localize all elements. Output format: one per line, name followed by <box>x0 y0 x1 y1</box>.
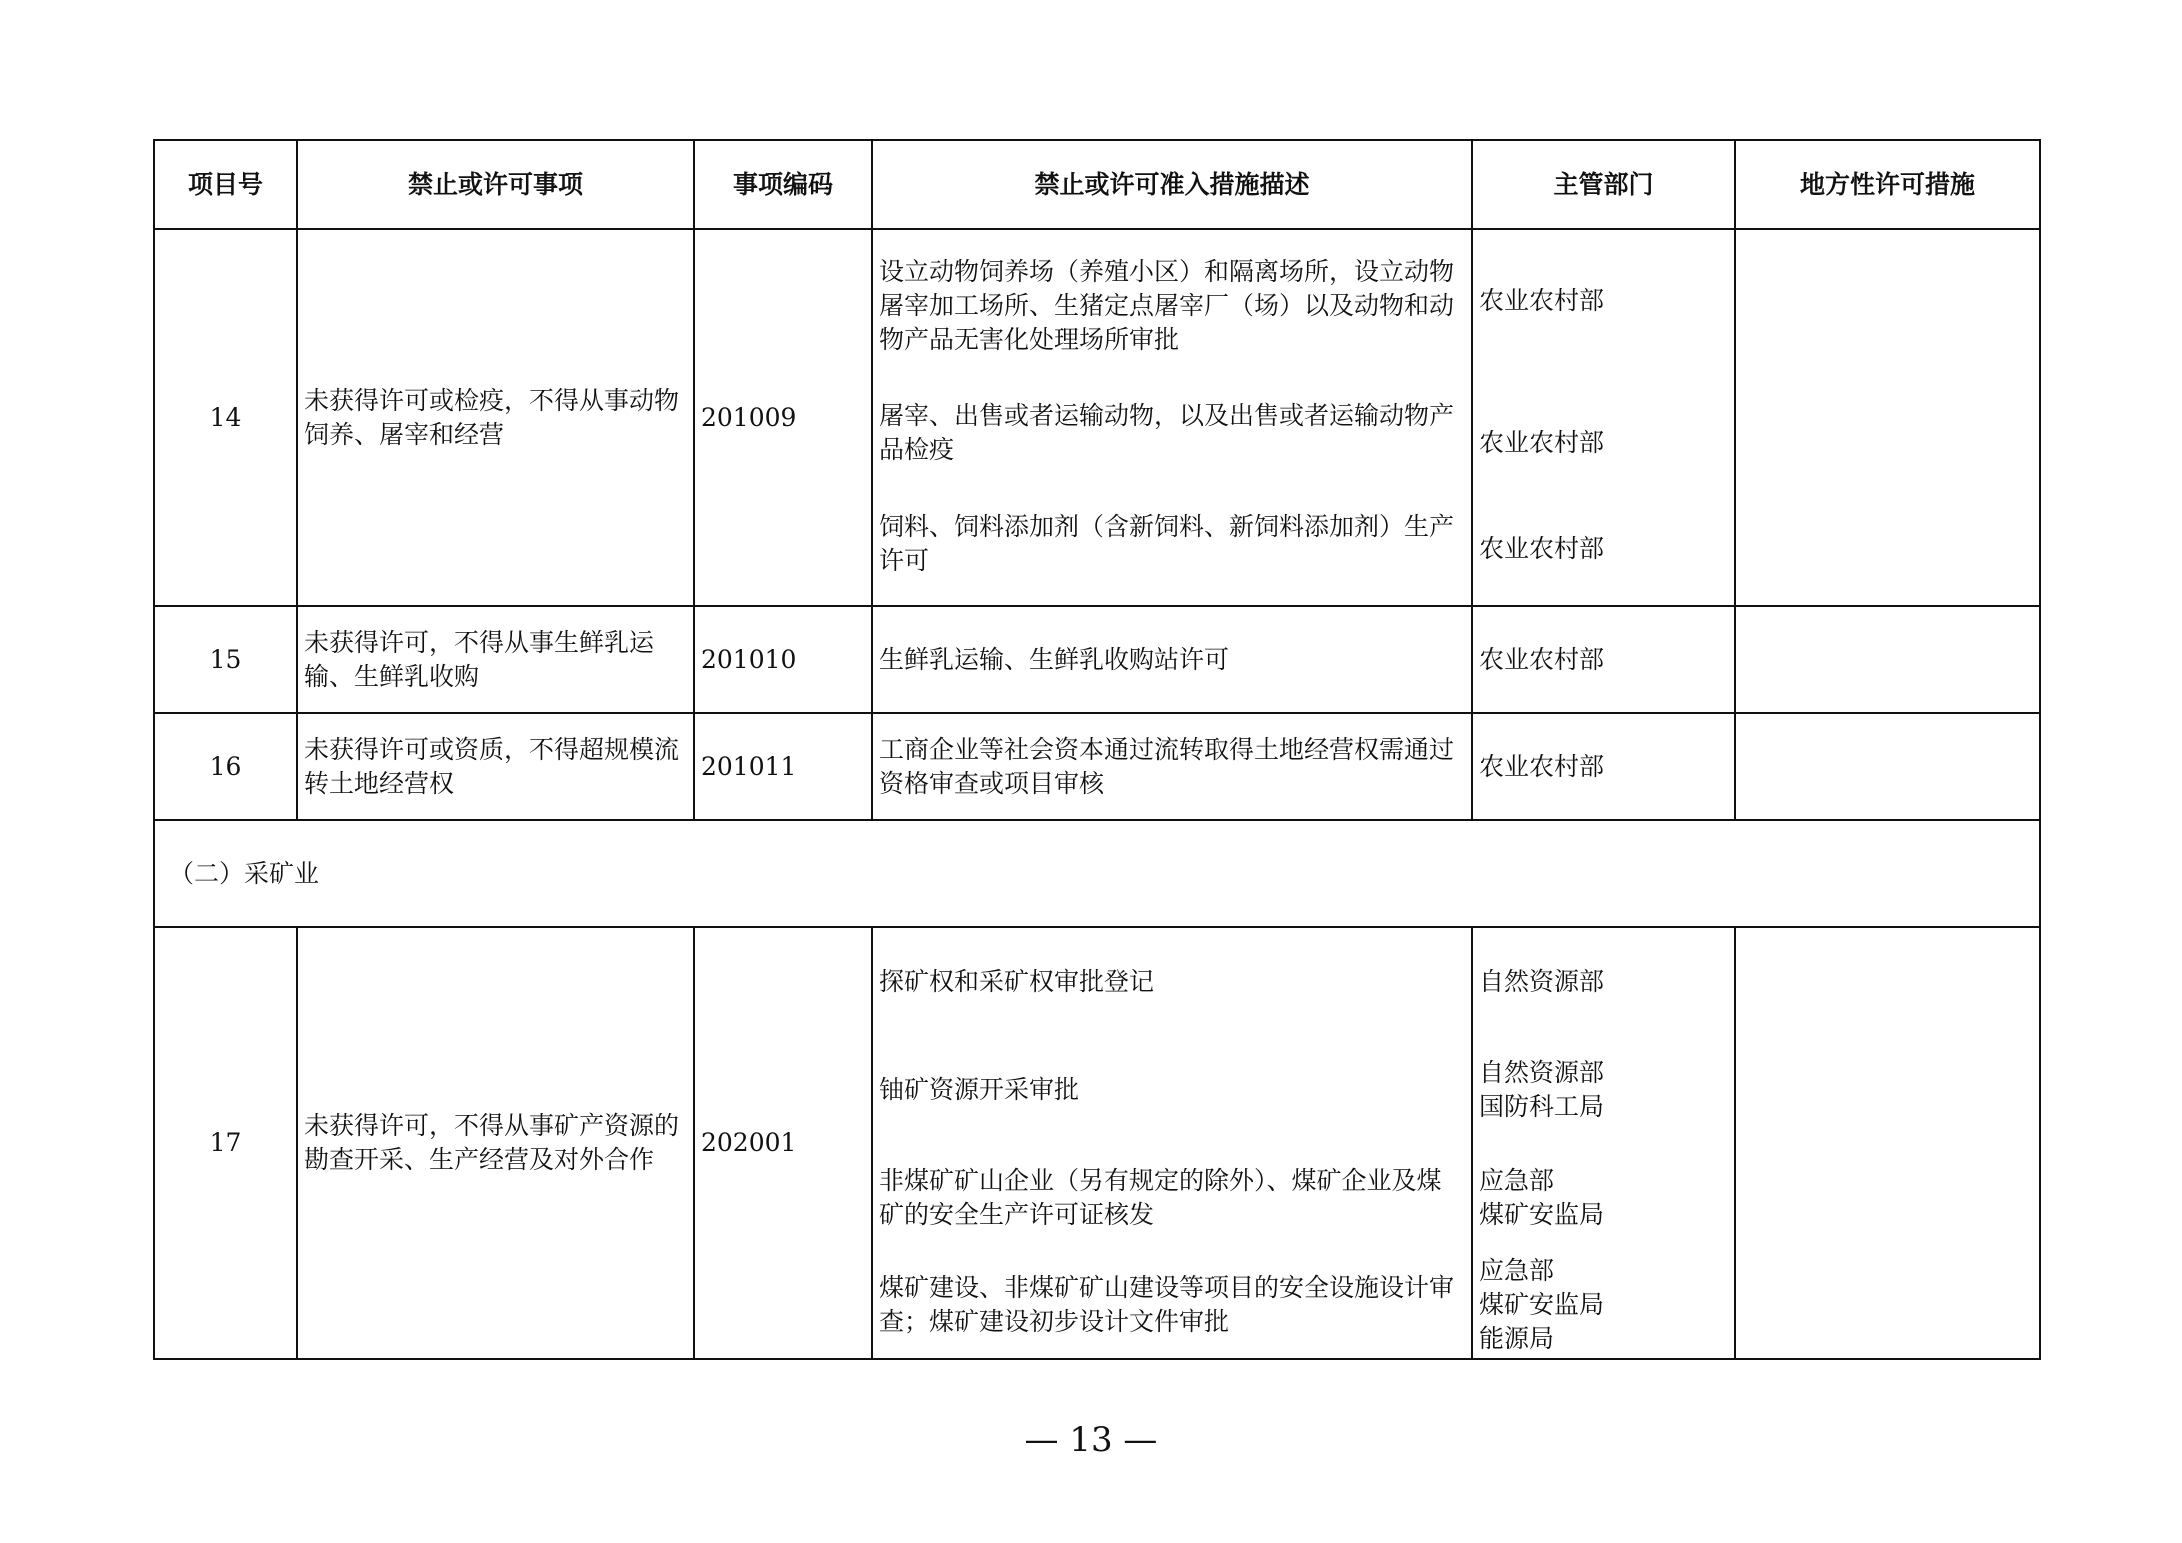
department: 应急部 <box>1479 1166 1555 1195</box>
item-name: 未获得许可，不得从事矿产资源的勘查开采、生产经营及对外合作 <box>297 927 694 1359</box>
local-measure <box>1735 606 2040 713</box>
department-cell <box>1472 927 1735 1359</box>
page-number: — 13 — <box>1024 1420 1158 1460</box>
department: 农业农村部 <box>1479 286 1605 316</box>
local-measure <box>1735 229 2040 606</box>
measure-desc: 非煤矿矿山企业（另有规定的除外）、煤矿企业及煤矿的安全生产许可证核发 <box>879 1166 1442 1229</box>
header-item-no: 项目号 <box>154 140 297 229</box>
department: 应急部 <box>1479 1256 1555 1285</box>
local-measure <box>1735 713 2040 820</box>
item-code: 201011 <box>694 713 872 820</box>
measure-desc: 饲料、饲料添加剂（含新饲料、新饲料添加剂）生产许可 <box>879 511 1455 575</box>
header-code: 事项编码 <box>694 140 872 229</box>
item-no: 16 <box>154 713 297 820</box>
item-no: 17 <box>154 927 297 1359</box>
measure-desc-cell <box>872 927 1472 1359</box>
measure-desc: 探矿权和采矿权审批登记 <box>879 967 1155 996</box>
item-code: 202001 <box>694 927 872 1359</box>
department: 自然资源部 <box>1479 967 1605 996</box>
item-name: 未获得许可或资质，不得超规模流转土地经营权 <box>297 713 694 820</box>
section-title: （二）采矿业 <box>154 820 2040 927</box>
header-row <box>154 140 2040 229</box>
header-local-measure: 地方性许可措施 <box>1735 140 2040 229</box>
department: 农业农村部 <box>1472 606 1735 713</box>
item-no: 14 <box>154 229 297 606</box>
permit-table <box>153 139 2041 1360</box>
header-department: 主管部门 <box>1472 140 1735 229</box>
header-measure-desc: 禁止或许可准入措施描述 <box>872 140 1472 229</box>
department: 煤矿安监局 <box>1479 1290 1605 1319</box>
section-row <box>154 820 2040 927</box>
item-code: 201009 <box>694 229 872 606</box>
measure-desc: 铀矿资源开采审批 <box>879 1075 1080 1104</box>
department: 国防科工局 <box>1479 1092 1605 1121</box>
item-no: 15 <box>154 606 297 713</box>
department: 农业农村部 <box>1479 533 1605 563</box>
department: 农业农村部 <box>1472 713 1735 820</box>
department: 煤矿安监局 <box>1479 1200 1605 1229</box>
measure-desc: 工商企业等社会资本通过流转取得土地经营权需通过资格审查或项目审核 <box>872 713 1472 820</box>
local-measure <box>1735 927 2040 1359</box>
item-name: 未获得许可或检疫，不得从事动物饲养、屠宰和经营 <box>297 229 694 606</box>
measure-desc: 屠宰、出售或者运输动物，以及出售或者运输动物产品检疫 <box>879 400 1455 464</box>
department: 自然资源部 <box>1479 1058 1605 1087</box>
measure-desc: 生鲜乳运输、生鲜乳收购站许可 <box>872 606 1472 713</box>
table-row <box>154 229 2040 606</box>
item-code: 201010 <box>694 606 872 713</box>
department: 能源局 <box>1479 1324 1555 1353</box>
table-row <box>154 606 2040 713</box>
department-cell <box>1472 229 1735 606</box>
measure-desc-cell <box>872 229 1472 606</box>
table-row <box>154 927 2040 1359</box>
item-name: 未获得许可，不得从事生鲜乳运输、生鲜乳收购 <box>297 606 694 713</box>
table-row <box>154 713 2040 820</box>
department: 农业农村部 <box>1479 427 1605 457</box>
header-item: 禁止或许可事项 <box>297 140 694 229</box>
measure-desc: 煤矿建设、非煤矿矿山建设等项目的安全设施设计审查；煤矿建设初步设计文件审批 <box>879 1273 1455 1336</box>
measure-desc: 设立动物饲养场（养殖小区）和隔离场所，设立动物屠宰加工场所、生猪定点屠宰厂（场）以及动物和动物产品无害化处理场所审批 <box>879 257 1455 355</box>
